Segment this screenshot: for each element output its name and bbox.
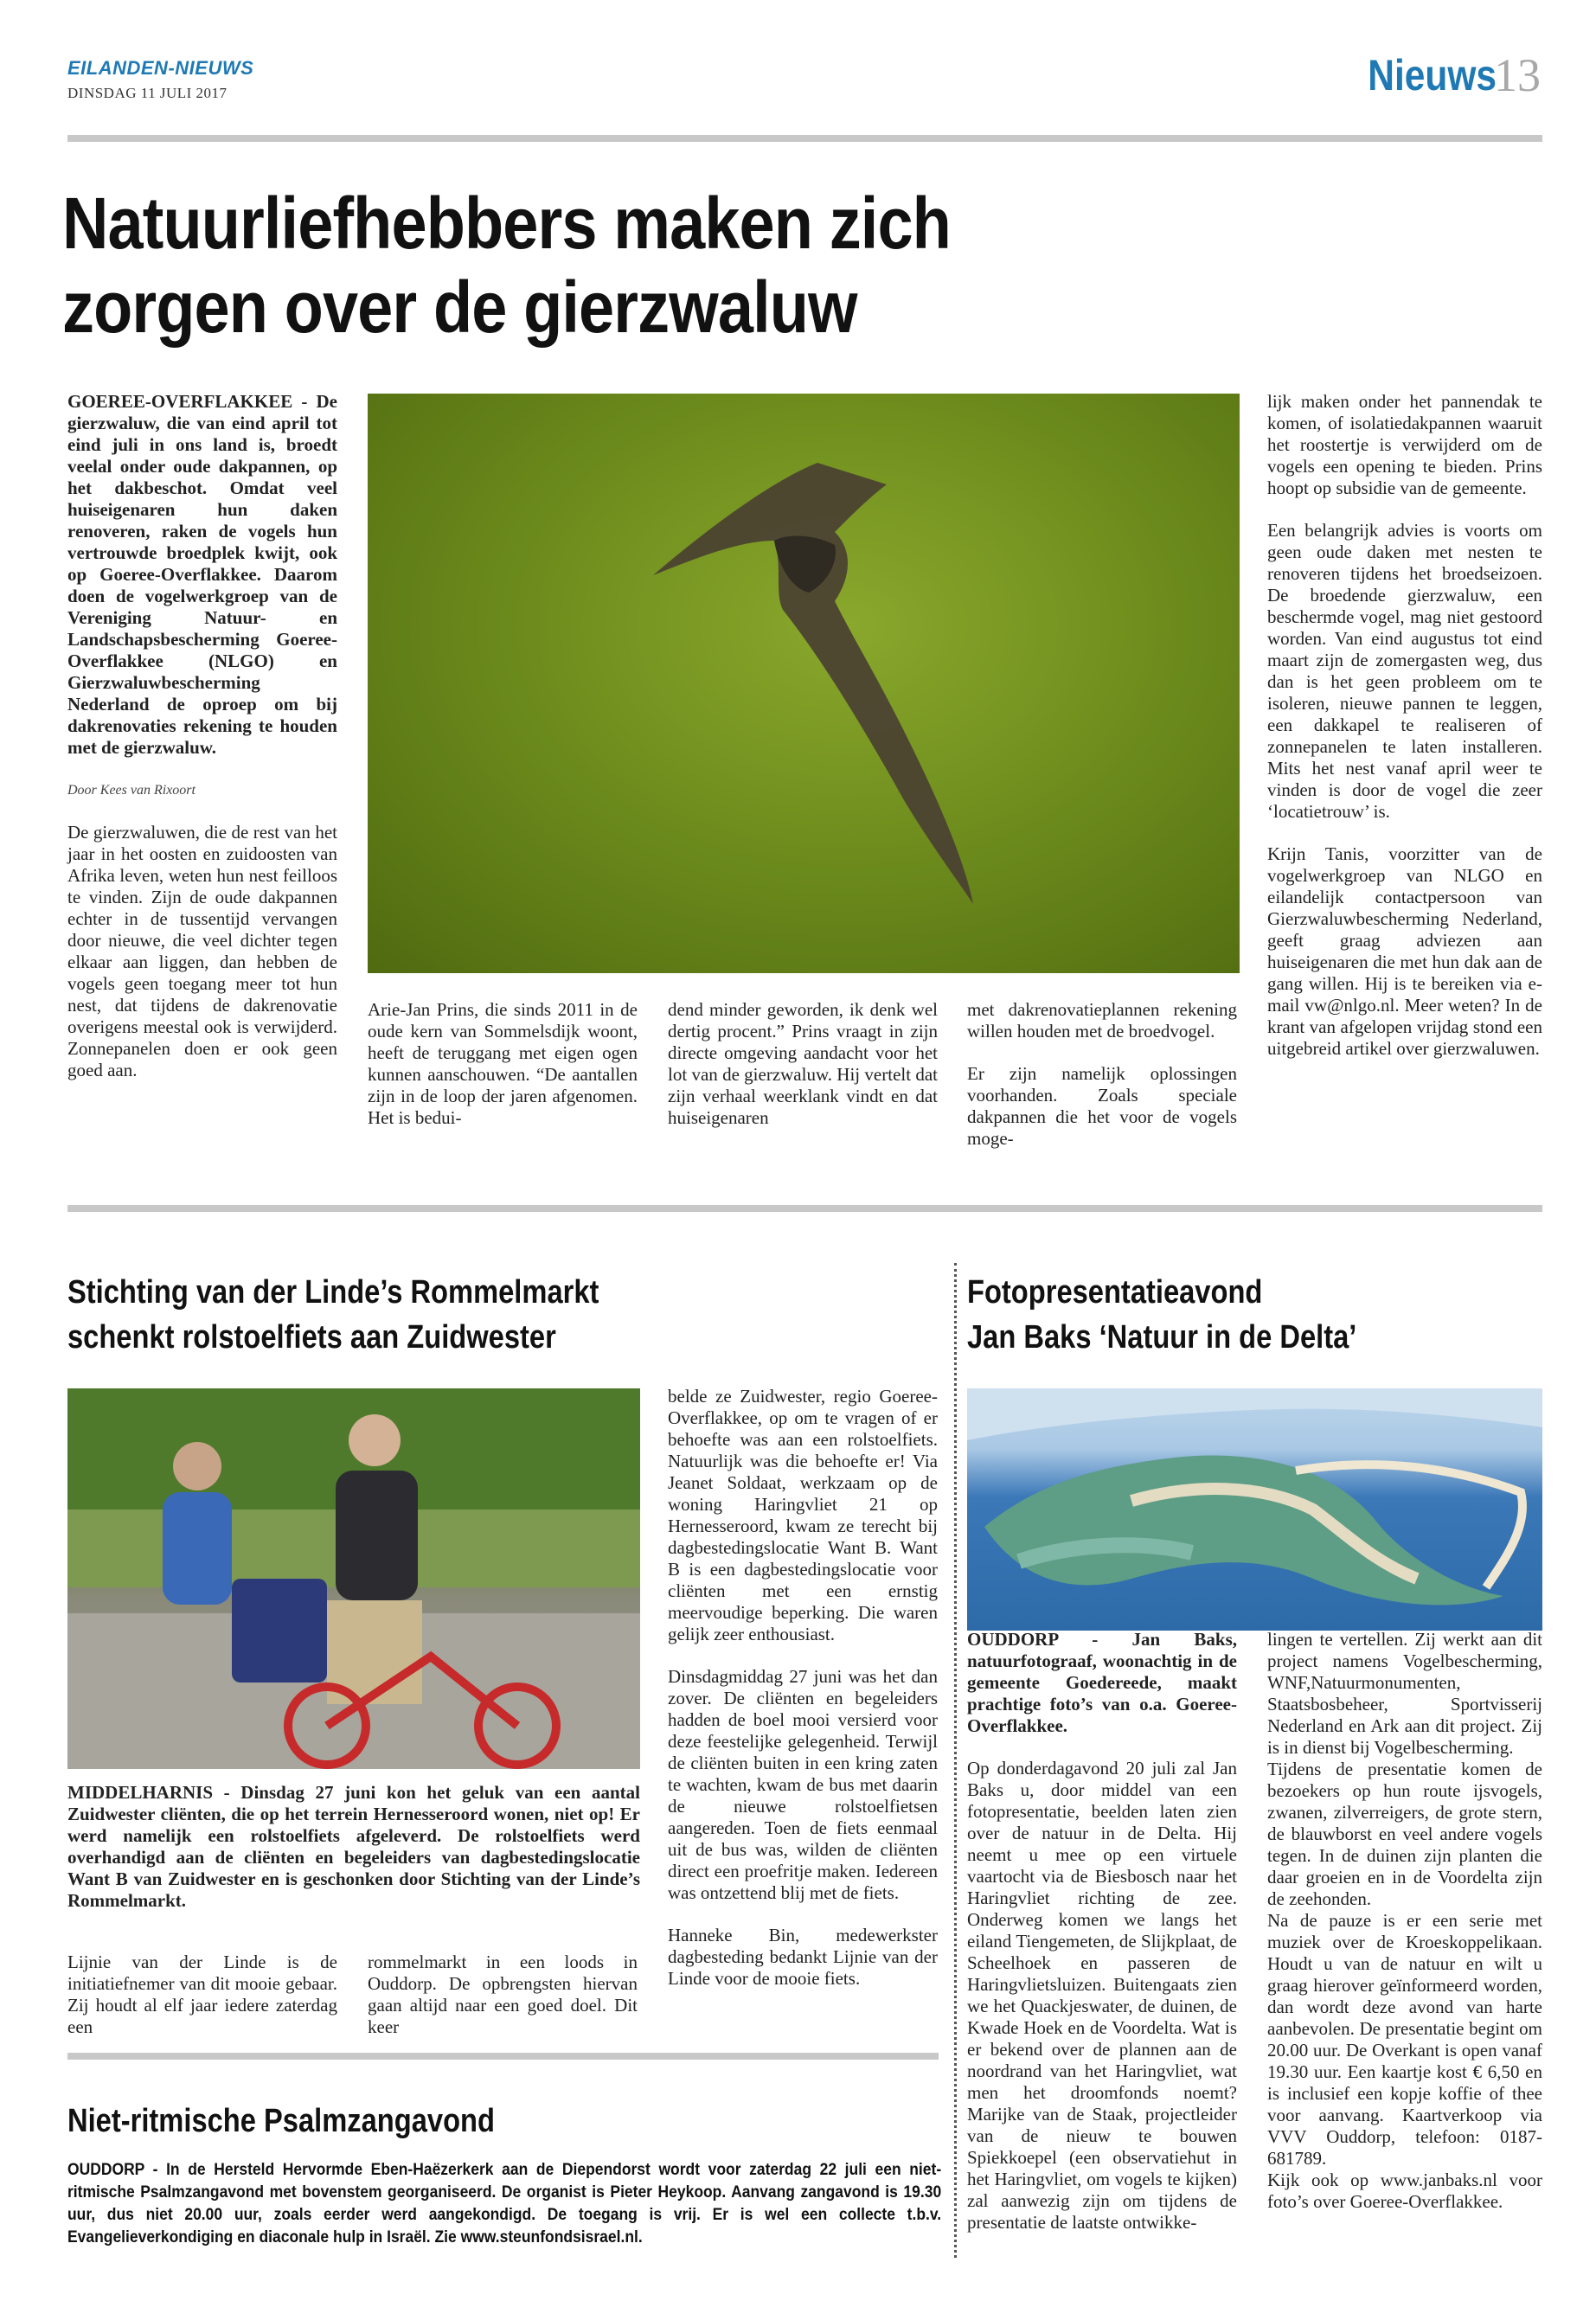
article-body: dend minder geworden, ik denk wel dertig procent.” Prins vraagt in zijn directe omgeving aandacht voor het lot van de gierzwaluw. Hij vertelt dat zijn verhaal weerklank vindt en dat huiseigenaren — [668, 999, 938, 1128]
rommelmarkt-lead-block — [67, 1782, 640, 1932]
publication-date: DINSDAG 11 JULI 2017 — [67, 85, 228, 101]
headline-line-2: schenkt rolstoelfiets aan Zuidwester — [67, 1319, 556, 1356]
swift-photo — [368, 394, 1240, 973]
article-body: Arie-Jan Prins, die sinds 2011 in de oude kern van Sommelsdijk woont, heeft de teruggang met eigen ogen kunnen aanschouwen. “De aantallen zijn in de loop der jaren afgenomen. Het is bedui- — [368, 999, 638, 1128]
article-headline — [62, 182, 976, 349]
header-rule — [67, 135, 1542, 142]
rommelmarkt-column-2 — [368, 1952, 638, 2059]
page-number: 13 — [1494, 49, 1541, 101]
section-rule — [67, 1205, 1542, 1212]
article-body: Krijn Tanis, voorzitter van de vogelwerkgroep van NLGO en eilandelijk contactpersoon van Gierzwaluwbescherming Nederland, geeft graag adviezen aan huiseigenaren die met hun dak aan de gang willen. Hij is te bereiken via e-mail vw@nlgo.nl. Meer weten? In de krant van afgelopen vrijdag stond een uitgebreid artikel over gierzwaluwen. — [1267, 843, 1542, 1059]
article-lead: GOEREE-OVERFLAKKEE - De gierzwaluw, die van eind april tot eind juli in ons land is, broedt veelal onder oude dakpannen, op het dakbeschot. Omdat veel huiseigenaren hun daken renoveren, raken de vogels hun vertrouwde broedplek kwijt, ook op Goeree-Overflakkee. Daarom doen de vogelwerkgroep van de Vereniging Natuur- en Landschapsbescherming Goeree-Overflakkee (NLGO) en Gierzwaluwbescherming Nederland de oproep om bij dakrenovaties rekening te houden met de gierzwaluw. — [67, 391, 337, 758]
article-body: met dakrenovatieplannen rekening willen houden met de broedvogel. — [967, 999, 1237, 1042]
article-body: Lijnie van der Linde is de initiatiefnemer van dit mooie gebaar. Zij houdt al elf jaar iedere zaterdag een — [67, 1952, 337, 2037]
article-body: Dinsdagmiddag 27 juni was het dan zover. De cliënten en begeleiders hadden de boel mooi versierd voor deze feestelijke gelegenheid. Terwijl de cliënten buiten in een kring zaten te wachten, kwam de bus met daarin de nieuwe rolstoelfietsen aangereden. Toen de fiets eenmaal uit de bus was, wilden de cliënten direct een proefritje maken. Iedereen was ontzettend blij met de fiets. — [668, 1666, 938, 1903]
headline-line-1: Fotopresentatieavond — [967, 1274, 1263, 1311]
fotopresentatie-headline — [967, 1270, 1356, 1360]
article-lead: OUDDORP - Jan Baks, natuurfotograaf, woonachtig in de gemeente Goedereede, maakt prachtige foto’s van o.a. Goeree-Overflakkee. — [967, 1629, 1237, 1736]
article-lead: MIDDELHARNIS - Dinsdag 27 juni kon het geluk van een aantal Zuidwester cliënten, die op het terrein Hernesseroord wonen, niet op! Er werd namelijk een rolstoelfiets afgeleverd. De rolstoelfiets werd overhandigd aan de cliënten en begeleiders van dagbestedingslocatie Want B van Zuidwester en is geschonken door Stichting van der Linde’s Rommelmarkt. — [67, 1782, 640, 1911]
aerial-scene — [967, 1388, 1542, 1631]
headline-line-2: zorgen over de gierzwaluw — [62, 266, 857, 348]
article-column-2 — [368, 999, 638, 1150]
article-body: lingen te vertellen. Zij werkt aan dit project namens Vogelbescherming, WNF,Natuurmonumenten, Staatsbosbeheer, Sportvisserij Nederland en Ark aan dit project. Zij is in dienst bij Vogelbescherming. — [1267, 1629, 1542, 1758]
fotopresentatie-column-2 — [1267, 1629, 1542, 2213]
article-body: De gierzwaluwen, die de rest van het jaar in het oosten en zuidoosten van Afrika leven, weten hun nest feilloos te vinden. Zijn de oude dakpannen echter in de tussentijd vervangen door nieuwe, die veel dichter tegen elkaar aan liggen, dan hebben de vogels geen toegang meer tot hun nest, dat tijdens de dakrenovatie overigens meestal ook is verwijderd. Zonnepanelen doen er ook geen goed aan. — [67, 822, 337, 1080]
article-body: Hanneke Bin, medewerkster dagbesteding bedankt Lijnie van der Linde voor de mooie fiets. — [668, 1925, 938, 1989]
headline-line-1: Stichting van der Linde’s Rommelmarkt — [67, 1274, 599, 1311]
rommelmarkt-column-3 — [668, 1386, 938, 2010]
rommelmarkt-column-1 — [67, 1952, 337, 2059]
headline-line-2: Jan Baks ‘Natuur in de Delta’ — [967, 1319, 1357, 1356]
article-body: Op donderdagavond 20 juli zal Jan Baks u, door middel van een fotopresentatie, beelden laten zien over de natuur in de Delta. Hij neemt u mee op een virtuele vaartocht via de Biesbosch naar het Haringvliet richting de zee. Onderweg komen we langs het eiland Tiengemeten, de Slijkplaat, de Scheelhoek en passeren de Haringvlietsluizen. Buitengaats zien we het Quackjeswater, de duinen, de Kwade Hoek en de Voordelta. Wat is er bekend over de plannen aan de noordrand van het Haringvliet, wat men het droomfonds noemt? Marijke van de Staak, projectleider van de nieuw te bouwen Spiekkoepel (een observatiehut in het Haringvliet, om vogels te kijken) zal aanwezig zijn om tijdens de presentatie de laatste ontwikke- — [967, 1758, 1237, 2233]
article-body: lijk maken onder het pannendak te komen, of isolatiedakpannen waaruit het roostertje is verwijderd om de vogels een opening te bieden. Prins hoopt op subsidie van de gemeente. — [1267, 391, 1542, 498]
article-column-3 — [668, 999, 938, 1150]
rolstoelfiets-photo — [67, 1388, 640, 1769]
article-byline: Door Kees van Rixoort — [67, 783, 195, 798]
section-title: Nieuws — [1368, 51, 1497, 99]
fotopresentatie-column-1 — [967, 1629, 1237, 2254]
article-body: Kijk ook op www.janbaks.nl voor foto’s over Goeree-Overflakkee. — [1267, 2170, 1542, 2212]
article-body: Na de pauze is er een serie met muziek over de Kroeskoppelikaan. Houdt u van de natuur en wilt u graag hierover geïnformeerd worden, dan wordt deze avond van harte aanbevolen. De presentatie begint om 20.00 uur. De Overkant is open vanaf 19.30 uur. Een kaartje kost € 6,50 en is inclusief een kopje koffie of thee voor aanvang. Kaartverkoop via VVV Ouddorp, telefoon: 0187-681789. — [1267, 1910, 1542, 2169]
headline-line-1: Natuurliefhebbers maken zich — [62, 183, 951, 264]
article-column-4 — [967, 999, 1237, 1170]
section-rule — [67, 2053, 939, 2060]
article-body: Een belangrijk advies is voorts om geen oude daken met nesten te renoveren tijdens het broedseizoen. De broedende gierzwaluw, een beschermde vogel, mag niet gestoord worden. Van eind augustus tot eind maart zijn de zomergasten weg, dus dan is het geen probleem om te isoleren, nieuwe pannen te leggen, een dakkapel te realiseren of zonnepanelen te laten installeren. Mits het nest vanaf april weer te vinden is door de vogel die zeer ‘locatietrouw’ is. — [1267, 520, 1542, 822]
article-body: Tijdens de presentatie komen de bezoekers op hun route ijsvogels, zwanen, zilverreigers, de grote stern, de blauwborst en veel andere vogels tegen. In de duinen zijn planten die daar groeien en in de Voordelta zijn de zeehonden. — [1267, 1759, 1542, 1909]
delta-aerial-photo — [967, 1388, 1542, 1631]
article-column-1 — [67, 391, 337, 1102]
article-column-5 — [1267, 391, 1542, 1080]
column-divider — [954, 1263, 957, 2258]
rommelmarkt-headline — [67, 1270, 599, 1360]
psalmzangavond-body: OUDDORP - In de Hersteld Hervormde Eben-Haëzerkerk aan de Diependorst wordt voor zaterdag 22 juli een niet-ritmische Psalmzangavond met bovenstem georganiseerd. De organist is Pieter Heykoop. Aanvang zangavond is 19.30 uur, dus niet 20.00 uur, zoals eerder werd aangekondigd. De toegang is vrij. Er is wel een collecte t.b.v. Evangelieverkondiging en diaconale hulp in Israël. Zie www.steunfondsisrael.nl. — [67, 2161, 942, 2247]
masthead-logo: EILANDEN-NIEUWS — [67, 57, 254, 79]
article-body: belde ze Zuidwester, regio Goeree-Overflakkee, op om te vragen of er behoefte was aan een rolstoelfiets. Natuurlijk was die behoefte er! Via Jeanet Soldaat, werkzaam op de woning Haringvliet 21 op Hernesseroord, kwam ze terecht bij dagbestedingslocatie Want B. Want B is een dagbestedingslocatie voor cliënten met een ernstig meervoudige beperking. Die waren gelijk zeer enthousiast. — [668, 1386, 938, 1644]
photo-scene — [67, 1388, 640, 1769]
article-body: Er zijn namelijk oplossingen voorhanden. Zoals speciale dakpannen die het voor de vogels moge- — [967, 1063, 1237, 1149]
article-body: rommelmarkt in een loods in Ouddorp. De opbrengsten hiervan gaan altijd naar een goed doel. Dit keer — [368, 1952, 638, 2037]
swift-bird-icon — [368, 394, 1240, 973]
psalmzangavond-headline: Niet-ritmische Psalmzangavond — [67, 2103, 495, 2139]
